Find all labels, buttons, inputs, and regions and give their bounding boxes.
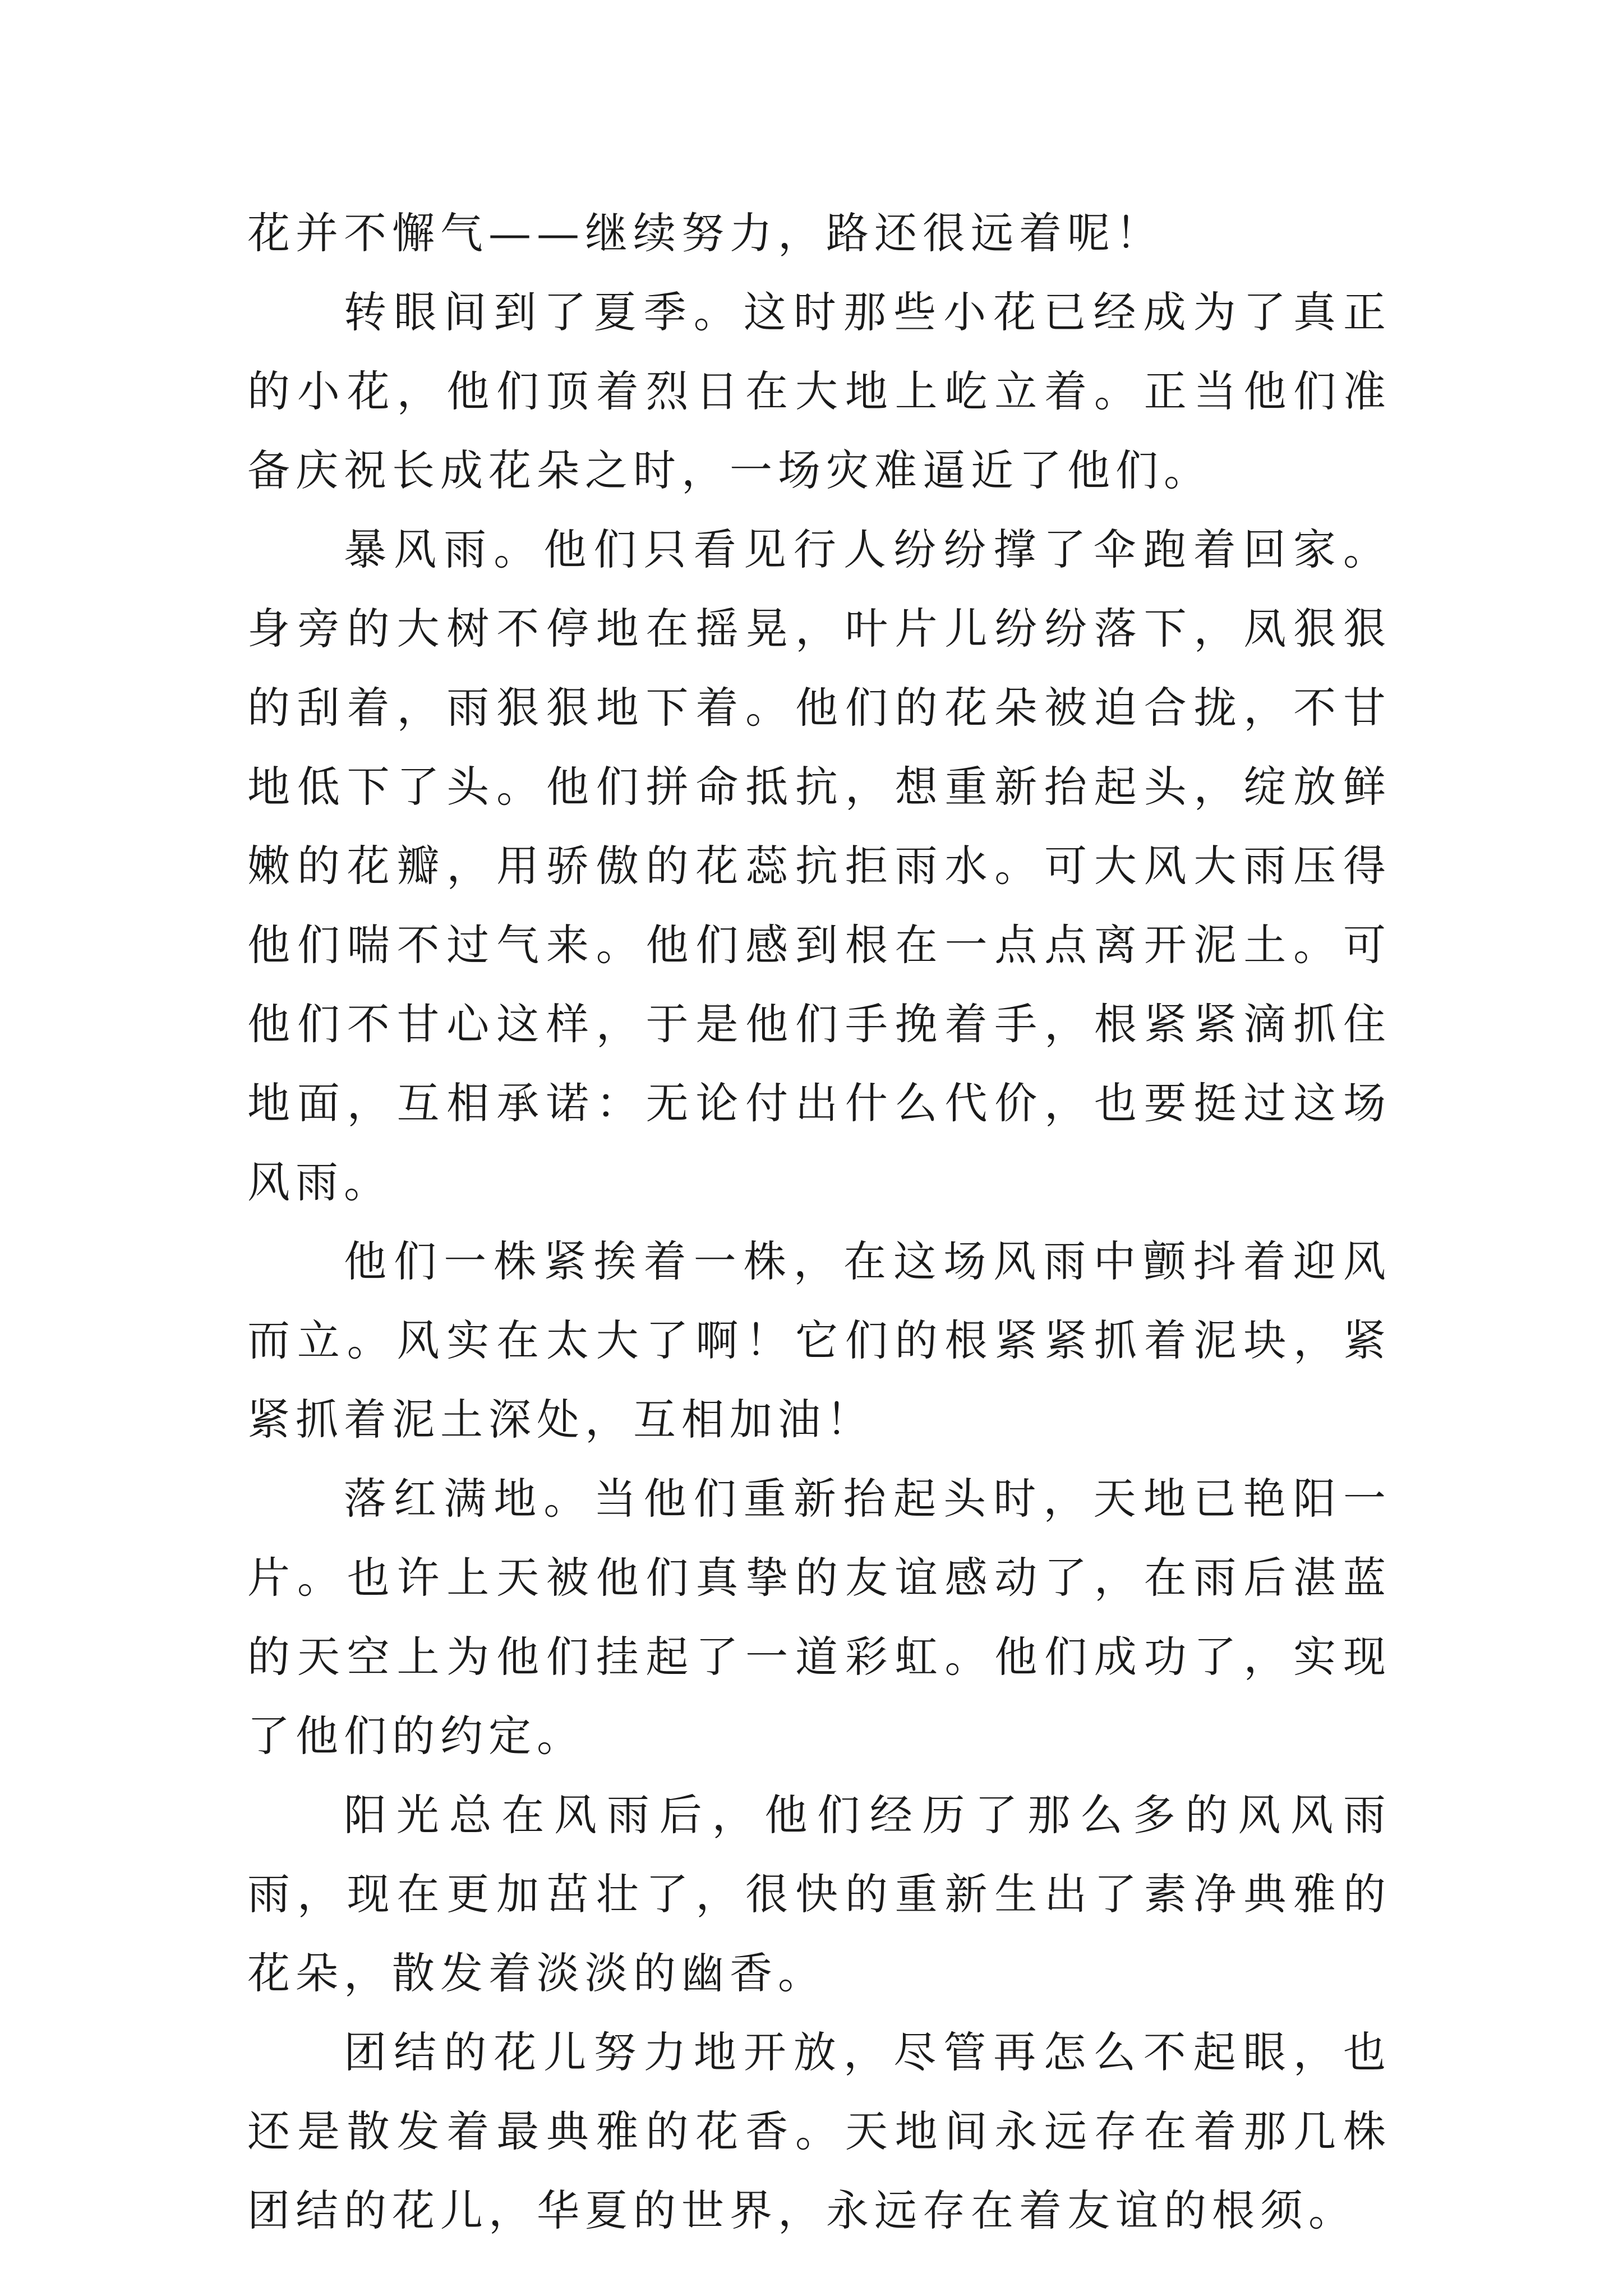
- paragraph-continued: 花并不懈气——继续努力，路还很远着呢！: [247, 208, 1164, 258]
- paragraph-rainbow: 落红满地。当他们重新抬起头时，天地已艳阳一片。也许上天被他们真挚的友谊感动了，在雨后湛蓝的天空上为他们挂起了一道彩虹。他们成功了，实现了他们的约定。: [247, 1474, 1391, 1761]
- paragraph-summer: 转眼间到了夏季。这时那些小花已经成为了真正的小花，他们顶着烈日在大地上屹立着。正当他们准备庆祝长成花朵之时，一场灾难逼近了他们。: [247, 287, 1391, 495]
- paragraph-conclusion: 团结的花儿努力地开放，尽管再怎么不起眼，也还是散发着最典雅的花香。天地间永远存在着那几株团结的花儿，华夏的世界，永远存在着友谊的根须。: [247, 2027, 1391, 2235]
- document-body: [247, 194, 1391, 2250]
- paragraph-standing-together: 他们一株紧挨着一株，在这场风雨中颤抖着迎风而立。风实在太大了啊！它们的根紧紧抓着泥块，紧紧抓着泥土深处，互相加油！: [247, 1236, 1391, 1444]
- paragraph-storm: 暴风雨。他们只看见行人纷纷撑了伞跑着回家。身旁的大树不停地在摇晃，叶片儿纷纷落下，凤狠狠的刮着，雨狠狠地下着。他们的花朵被迫合拢，不甘地低下了头。他们拼命抵抗，想重新抬起头，绽放鲜嫩的花瓣，用骄傲的花蕊抗拒雨水。可大风大雨压得他们喘不过气来。他们感到根在一点点离开泥土。可他们不甘心这样，于是他们手挽着手，根紧紧滴抓住地面，互相承诺：无论付出什么代价，也要挺过这场风雨。: [247, 524, 1391, 1207]
- paragraph-sunshine: 阳光总在风雨后，他们经历了那么多的风风雨雨，现在更加茁壮了，很快的重新生出了素净典雅的花朵，散发着淡淡的幽香。: [247, 1790, 1391, 1998]
